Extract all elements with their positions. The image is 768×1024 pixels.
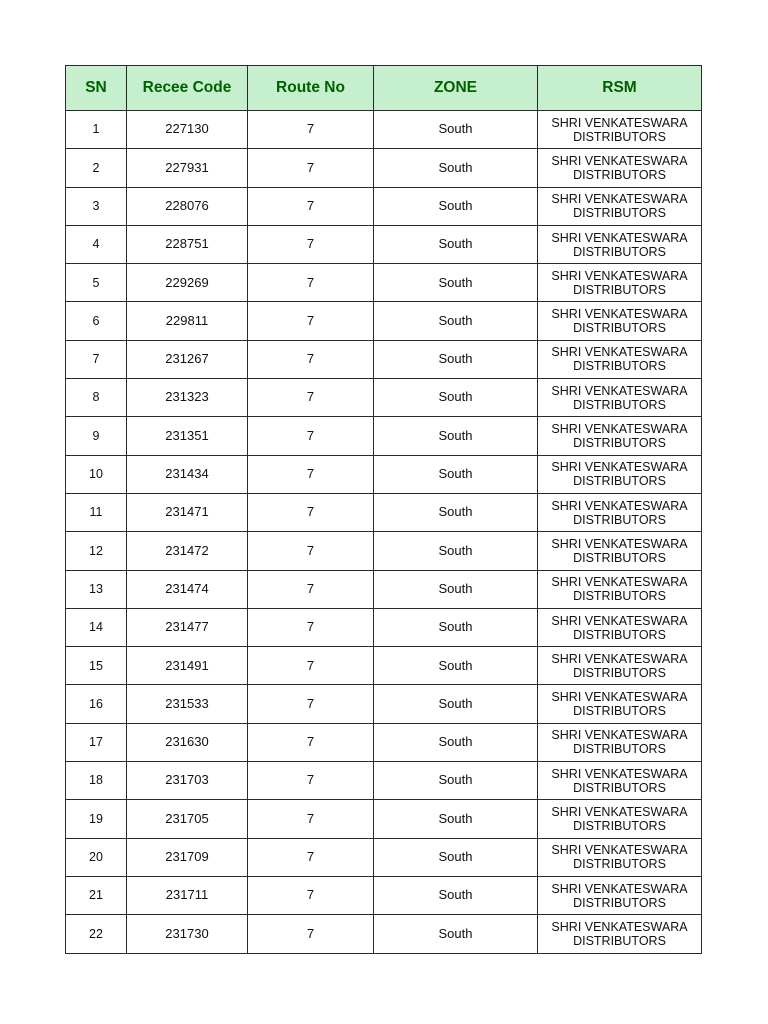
rsm-line: DISTRIBUTORS [573, 244, 666, 259]
table-row [66, 800, 702, 838]
cell-recee-code: 231351 [127, 417, 248, 455]
cell-recee-code: 231711 [127, 876, 248, 914]
cell-route-no: 7 [248, 264, 374, 302]
cell-sn: 2 [66, 149, 127, 187]
rsm-line: SHRI VENKATESWARA [551, 919, 688, 934]
cell-route-no: 7 [248, 647, 374, 685]
rsm-line: SHRI VENKATESWARA [551, 881, 688, 896]
cell-sn: 4 [66, 225, 127, 263]
cell-route-no: 7 [248, 187, 374, 225]
column-header-recee-code: Recee Code [127, 66, 248, 111]
rsm-line: SHRI VENKATESWARA [551, 192, 688, 207]
table-row [66, 302, 702, 340]
cell-rsm [538, 762, 702, 800]
recce-table [65, 65, 702, 954]
table-row [66, 685, 702, 723]
cell-route-no: 7 [248, 455, 374, 493]
cell-route-no: 7 [248, 685, 374, 723]
cell-rsm [538, 379, 702, 417]
cell-rsm [538, 340, 702, 378]
rsm-line: SHRI VENKATESWARA [551, 575, 688, 590]
cell-route-no: 7 [248, 800, 374, 838]
cell-rsm [538, 493, 702, 531]
rsm-line: DISTRIBUTORS [573, 665, 666, 680]
cell-recee-code: 231630 [127, 723, 248, 761]
cell-zone: South [374, 111, 538, 149]
cell-sn: 1 [66, 111, 127, 149]
table-row [66, 455, 702, 493]
rsm-line: DISTRIBUTORS [573, 282, 666, 297]
rsm-line: DISTRIBUTORS [573, 933, 666, 948]
cell-sn: 6 [66, 302, 127, 340]
rsm-line: SHRI VENKATESWARA [551, 268, 688, 283]
cell-sn: 14 [66, 608, 127, 646]
cell-zone: South [374, 532, 538, 570]
rsm-line: SHRI VENKATESWARA [551, 843, 688, 858]
cell-rsm [538, 647, 702, 685]
cell-rsm [538, 532, 702, 570]
rsm-line: SHRI VENKATESWARA [551, 307, 688, 322]
cell-rsm [538, 225, 702, 263]
cell-route-no: 7 [248, 149, 374, 187]
cell-zone: South [374, 915, 538, 953]
rsm-line: DISTRIBUTORS [573, 397, 666, 412]
rsm-line: DISTRIBUTORS [573, 474, 666, 489]
cell-rsm [538, 876, 702, 914]
cell-recee-code: 231491 [127, 647, 248, 685]
cell-sn: 9 [66, 417, 127, 455]
cell-zone: South [374, 455, 538, 493]
rsm-line: DISTRIBUTORS [573, 167, 666, 182]
cell-recee-code: 227931 [127, 149, 248, 187]
cell-zone: South [374, 493, 538, 531]
cell-route-no: 7 [248, 723, 374, 761]
rsm-line: SHRI VENKATESWARA [551, 383, 688, 398]
cell-sn: 3 [66, 187, 127, 225]
cell-rsm [538, 149, 702, 187]
cell-zone: South [374, 800, 538, 838]
cell-route-no: 7 [248, 915, 374, 953]
cell-route-no: 7 [248, 302, 374, 340]
cell-recee-code: 231471 [127, 493, 248, 531]
rsm-line: DISTRIBUTORS [573, 704, 666, 719]
cell-zone: South [374, 876, 538, 914]
rsm-line: DISTRIBUTORS [573, 742, 666, 757]
cell-recee-code: 231477 [127, 608, 248, 646]
rsm-line: DISTRIBUTORS [573, 436, 666, 451]
rsm-line: SHRI VENKATESWARA [551, 728, 688, 743]
cell-sn: 19 [66, 800, 127, 838]
cell-rsm [538, 723, 702, 761]
cell-sn: 7 [66, 340, 127, 378]
rsm-line: DISTRIBUTORS [573, 512, 666, 527]
cell-rsm [538, 800, 702, 838]
cell-rsm [538, 608, 702, 646]
rsm-line: DISTRIBUTORS [573, 857, 666, 872]
rsm-line: SHRI VENKATESWARA [551, 498, 688, 513]
cell-zone: South [374, 264, 538, 302]
cell-sn: 16 [66, 685, 127, 723]
rsm-line: DISTRIBUTORS [573, 321, 666, 336]
rsm-line: DISTRIBUTORS [573, 589, 666, 604]
column-header-rsm: RSM [538, 66, 702, 111]
cell-rsm [538, 302, 702, 340]
rsm-line: DISTRIBUTORS [573, 895, 666, 910]
cell-rsm [538, 455, 702, 493]
table-row [66, 915, 702, 953]
cell-recee-code: 229269 [127, 264, 248, 302]
cell-zone: South [374, 149, 538, 187]
rsm-line: SHRI VENKATESWARA [551, 422, 688, 437]
rsm-line: DISTRIBUTORS [573, 627, 666, 642]
cell-zone: South [374, 838, 538, 876]
table-body [66, 111, 702, 954]
rsm-line: SHRI VENKATESWARA [551, 651, 688, 666]
rsm-line: SHRI VENKATESWARA [551, 804, 688, 819]
cell-recee-code: 231533 [127, 685, 248, 723]
table-header [66, 66, 702, 111]
cell-rsm [538, 111, 702, 149]
table-row [66, 187, 702, 225]
rsm-line: SHRI VENKATESWARA [551, 460, 688, 475]
rsm-line: SHRI VENKATESWARA [551, 766, 688, 781]
cell-zone: South [374, 647, 538, 685]
cell-sn: 20 [66, 838, 127, 876]
rsm-line: DISTRIBUTORS [573, 818, 666, 833]
cell-zone: South [374, 685, 538, 723]
cell-sn: 5 [66, 264, 127, 302]
rsm-line: DISTRIBUTORS [573, 359, 666, 374]
cell-route-no: 7 [248, 379, 374, 417]
cell-recee-code: 231730 [127, 915, 248, 953]
cell-sn: 22 [66, 915, 127, 953]
table-row [66, 570, 702, 608]
column-header-sn: SN [66, 66, 127, 111]
cell-recee-code: 231267 [127, 340, 248, 378]
cell-zone: South [374, 340, 538, 378]
cell-sn: 8 [66, 379, 127, 417]
rsm-line: SHRI VENKATESWARA [551, 153, 688, 168]
cell-zone: South [374, 225, 538, 263]
cell-sn: 15 [66, 647, 127, 685]
rsm-line: SHRI VENKATESWARA [551, 536, 688, 551]
cell-route-no: 7 [248, 493, 374, 531]
table-row [66, 647, 702, 685]
cell-route-no: 7 [248, 417, 374, 455]
cell-sn: 10 [66, 455, 127, 493]
column-header-route-no: Route No [248, 66, 374, 111]
cell-rsm [538, 264, 702, 302]
cell-zone: South [374, 302, 538, 340]
cell-route-no: 7 [248, 225, 374, 263]
cell-recee-code: 231474 [127, 570, 248, 608]
cell-route-no: 7 [248, 532, 374, 570]
cell-sn: 21 [66, 876, 127, 914]
rsm-line: SHRI VENKATESWARA [551, 613, 688, 628]
table-row [66, 111, 702, 149]
cell-sn: 12 [66, 532, 127, 570]
cell-sn: 17 [66, 723, 127, 761]
cell-recee-code: 229811 [127, 302, 248, 340]
cell-route-no: 7 [248, 608, 374, 646]
rsm-line: SHRI VENKATESWARA [551, 230, 688, 245]
cell-route-no: 7 [248, 876, 374, 914]
cell-zone: South [374, 187, 538, 225]
cell-sn: 11 [66, 493, 127, 531]
table-row [66, 876, 702, 914]
rsm-line: DISTRIBUTORS [573, 550, 666, 565]
table-row [66, 417, 702, 455]
cell-route-no: 7 [248, 111, 374, 149]
rsm-line: DISTRIBUTORS [573, 780, 666, 795]
table-row [66, 608, 702, 646]
cell-rsm [538, 417, 702, 455]
cell-recee-code: 228751 [127, 225, 248, 263]
table-row [66, 225, 702, 263]
cell-zone: South [374, 570, 538, 608]
rsm-line: DISTRIBUTORS [573, 206, 666, 221]
cell-rsm [538, 915, 702, 953]
cell-recee-code: 231472 [127, 532, 248, 570]
cell-zone: South [374, 417, 538, 455]
rsm-line: DISTRIBUTORS [573, 129, 666, 144]
cell-rsm [538, 187, 702, 225]
cell-rsm [538, 570, 702, 608]
cell-recee-code: 231709 [127, 838, 248, 876]
rsm-line: SHRI VENKATESWARA [551, 690, 688, 705]
cell-zone: South [374, 762, 538, 800]
cell-recee-code: 231705 [127, 800, 248, 838]
cell-route-no: 7 [248, 838, 374, 876]
column-header-zone: ZONE [374, 66, 538, 111]
cell-recee-code: 231323 [127, 379, 248, 417]
rsm-line: SHRI VENKATESWARA [551, 115, 688, 130]
table-row [66, 838, 702, 876]
table-row [66, 340, 702, 378]
cell-recee-code: 228076 [127, 187, 248, 225]
table-row [66, 762, 702, 800]
cell-route-no: 7 [248, 340, 374, 378]
table-row [66, 379, 702, 417]
cell-route-no: 7 [248, 762, 374, 800]
cell-zone: South [374, 608, 538, 646]
header-row [66, 66, 702, 111]
cell-zone: South [374, 379, 538, 417]
table-row [66, 149, 702, 187]
cell-rsm [538, 685, 702, 723]
cell-route-no: 7 [248, 570, 374, 608]
cell-recee-code: 231434 [127, 455, 248, 493]
cell-sn: 18 [66, 762, 127, 800]
cell-zone: South [374, 723, 538, 761]
cell-recee-code: 227130 [127, 111, 248, 149]
cell-sn: 13 [66, 570, 127, 608]
table-row [66, 532, 702, 570]
table-row [66, 493, 702, 531]
cell-recee-code: 231703 [127, 762, 248, 800]
cell-rsm [538, 838, 702, 876]
table-row [66, 723, 702, 761]
table-row [66, 264, 702, 302]
rsm-line: SHRI VENKATESWARA [551, 345, 688, 360]
